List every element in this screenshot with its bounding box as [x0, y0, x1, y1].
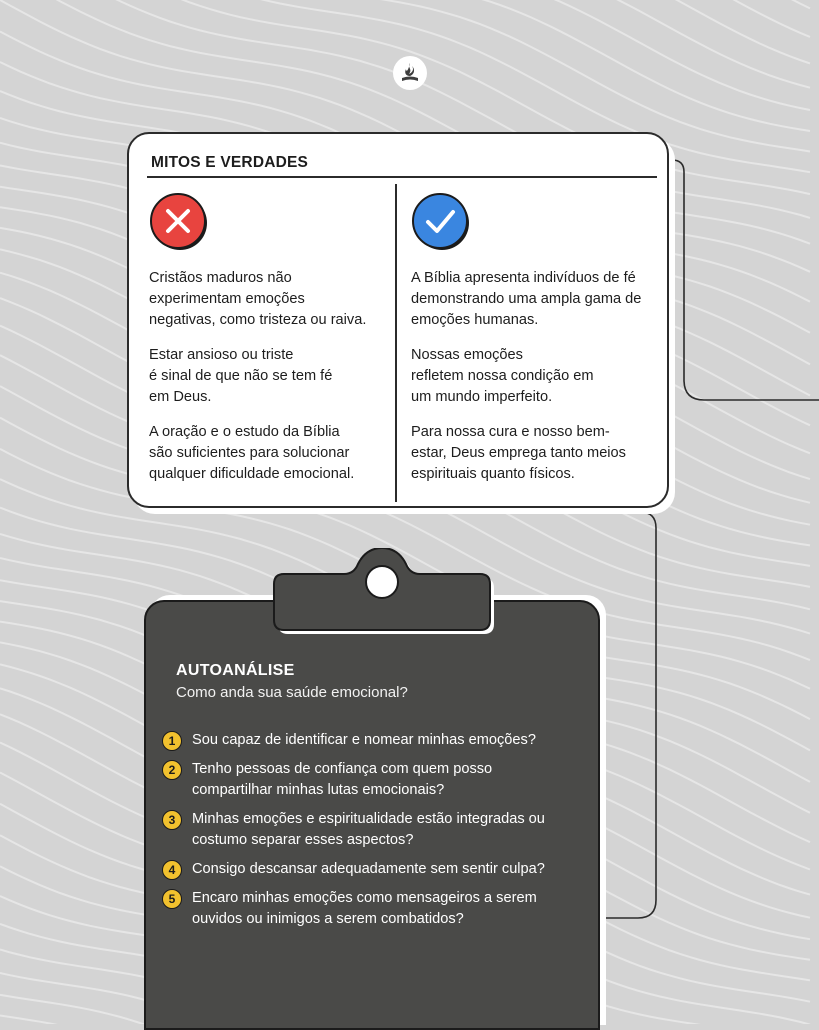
truths-column	[411, 192, 661, 499]
question-text: Consigo descansar adequadamente sem sentir culpa?	[192, 861, 545, 877]
myths-column	[149, 192, 389, 499]
question-text: Tenho pessoas de confiança com quem posso compartilhar minhas lutas emocionais?	[192, 761, 493, 798]
myth-statement: Estar ansioso ou triste é sinal de que não se tem fé em Deus.	[149, 347, 333, 405]
question-number-badge: 2	[162, 760, 182, 780]
card-title: MITOS E VERDADES	[151, 154, 309, 171]
question-text: Encaro minhas emoções como mensageiros a serem ouvidos ou inimigos a serem combatidos?	[192, 890, 537, 927]
column-divider	[395, 184, 397, 502]
question-item	[162, 759, 592, 801]
myth-statement: A oração e o estudo da Bíblia são suficientes para solucionar qualquer dificuldade emocional.	[149, 424, 355, 482]
self-assessment-subtitle: Como anda sua saúde emocional?	[176, 684, 408, 701]
question-number-badge: 1	[162, 731, 182, 751]
question-number-badge: 5	[162, 889, 182, 909]
self-assessment-title: AUTOANÁLISE	[176, 662, 295, 679]
question-item	[162, 809, 592, 851]
flame-bible-logo-icon	[398, 61, 422, 85]
question-text: Minhas emoções e espiritualidade estão integradas ou costumo separar esses aspectos?	[192, 811, 545, 848]
question-item	[162, 730, 592, 751]
x-icon	[149, 192, 209, 252]
truth-statement: Para nossa cura e nosso bem- estar, Deus emprega tanto meios espirituais quanto físicos.	[411, 424, 626, 482]
question-item	[162, 888, 592, 930]
myth-statement: Cristãos maduros não experimentam emoções negativas, como tristeza ou raiva.	[149, 270, 367, 328]
myths-truths-card	[127, 132, 669, 508]
truth-statement: Nossas emoções refletem nossa condição em um mundo imperfeito.	[411, 347, 594, 405]
church-logo	[393, 56, 427, 90]
title-rule	[147, 176, 657, 178]
question-number-badge: 3	[162, 810, 182, 830]
question-number-badge: 4	[162, 860, 182, 880]
clipboard-clip-icon	[270, 548, 502, 638]
question-text: Sou capaz de identificar e nomear minhas emoções?	[192, 732, 536, 748]
check-icon	[411, 192, 471, 252]
question-item	[162, 859, 592, 880]
question-list	[162, 730, 592, 938]
truth-statement: A Bíblia apresenta indivíduos de fé demonstrando uma ampla gama de emoções humanas.	[411, 270, 642, 328]
wave-line	[0, 0, 810, 110]
wave-line	[0, 0, 810, 63]
